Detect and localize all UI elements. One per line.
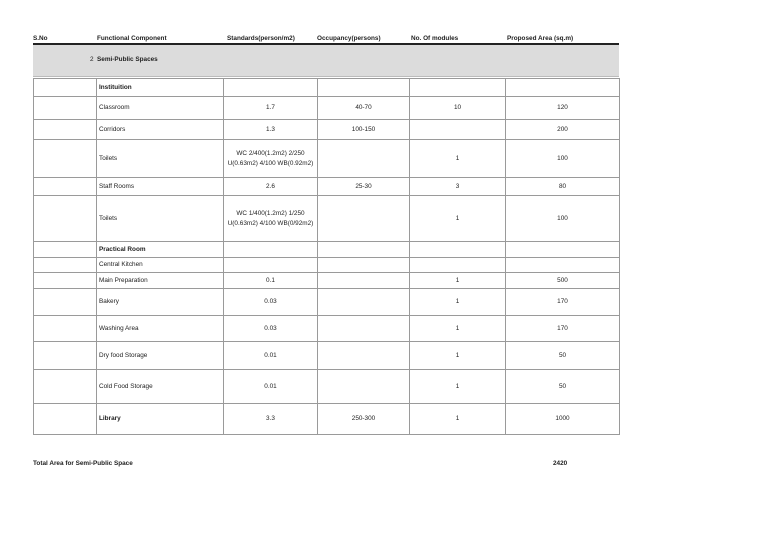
table-row [34,196,620,242]
component-cell: Toilets [97,196,224,242]
component-cell: Practical Room [97,242,224,258]
area-cell: 100 [506,196,620,242]
table-row [34,273,620,289]
modules-cell [410,79,506,97]
occupancy-cell [318,342,410,370]
standards-cell: 1.3 [224,120,318,140]
sno-cell [34,97,97,120]
standards-cell: 0.03 [224,316,318,342]
component-cell: Central Kitchen [97,258,224,273]
sno-cell [34,370,97,404]
area-cell: 50 [506,370,620,404]
standards-cell: 3.3 [224,404,318,435]
standards-cell [224,258,318,273]
table-row [34,404,620,435]
component-cell: Washing Area [97,316,224,342]
occupancy-cell: 40-70 [318,97,410,120]
standards-cell: WC 1/400(1.2m2) 1/250 U(0.63m2) 4/100 WB(0/92m2) [224,196,318,242]
table-row [34,140,620,178]
occupancy-cell [318,273,410,289]
modules-cell: 1 [410,273,506,289]
component-cell: Dry food Storage [97,342,224,370]
occupancy-cell [318,242,410,258]
modules-cell: 1 [410,404,506,435]
occupancy-cell [318,140,410,178]
standards-cell: 0.01 [224,370,318,404]
modules-cell: 1 [410,196,506,242]
modules-cell [410,258,506,273]
total-value: 2420 [553,460,568,467]
sno-cell [34,258,97,273]
standards-cell: 0.01 [224,342,318,370]
table-row [34,242,620,258]
component-cell: Instituition [97,79,224,97]
sno-cell [34,120,97,140]
data-table [33,78,620,435]
modules-cell [410,120,506,140]
modules-cell [410,242,506,258]
component-cell: Classroom [97,97,224,120]
header-component: Functional Component [97,35,167,42]
section-band [33,45,619,77]
area-cell: 170 [506,289,620,316]
modules-cell: 1 [410,289,506,316]
table-row [34,120,620,140]
occupancy-cell: 250-300 [318,404,410,435]
sno-cell [34,342,97,370]
component-cell: Library [97,404,224,435]
component-cell: Staff Rooms [97,178,224,196]
area-cell: 120 [506,97,620,120]
sno-cell [34,140,97,178]
area-cell: 500 [506,273,620,289]
area-cell: 170 [506,316,620,342]
section-label: Semi-Public Spaces [97,56,158,63]
occupancy-cell: 100-150 [318,120,410,140]
standards-cell [224,79,318,97]
area-cell [506,258,620,273]
header-standards: Standards(person/m2) [227,35,295,42]
standards-cell: 2.6 [224,178,318,196]
sno-cell [34,404,97,435]
component-cell: Main Preparation [97,273,224,289]
sno-cell [34,79,97,97]
table-row [34,258,620,273]
section-number: 2 [90,56,94,63]
component-cell: Cold Food Storage [97,370,224,404]
area-cell [506,242,620,258]
modules-cell: 3 [410,178,506,196]
occupancy-cell [318,316,410,342]
modules-cell: 1 [410,342,506,370]
sno-cell [34,196,97,242]
area-cell: 80 [506,178,620,196]
header-sno: S.No [33,35,48,42]
sno-cell [34,242,97,258]
occupancy-cell [318,370,410,404]
component-cell: Bakery [97,289,224,316]
table-row [34,178,620,196]
modules-cell: 10 [410,97,506,120]
area-cell: 100 [506,140,620,178]
sno-cell [34,289,97,316]
sno-cell [34,316,97,342]
occupancy-cell: 25-30 [318,178,410,196]
area-cell: 1000 [506,404,620,435]
header-modules: No. Of modules [411,35,459,42]
standards-cell [224,242,318,258]
occupancy-cell [318,258,410,273]
occupancy-cell [318,289,410,316]
table-row [34,97,620,120]
component-cell: Corridors [97,120,224,140]
table-row [34,342,620,370]
standards-cell: WC 2/400(1.2m2) 2/250 U(0.63m2) 4/100 WB(0.92m2) [224,140,318,178]
sno-cell [34,273,97,289]
sno-cell [34,178,97,196]
standards-cell: 1.7 [224,97,318,120]
standards-cell: 0.03 [224,289,318,316]
total-label: Total Area for Semi-Public Space [33,460,133,467]
modules-cell: 1 [410,370,506,404]
table-row [34,370,620,404]
header-area: Proposed Area (sq.m) [507,35,574,42]
area-cell: 50 [506,342,620,370]
area-cell: 200 [506,120,620,140]
area-cell [506,79,620,97]
table-row [34,316,620,342]
standards-cell: 0.1 [224,273,318,289]
header-occupancy: Occupancy(persons) [317,35,381,42]
modules-cell: 1 [410,140,506,178]
component-cell: Toilets [97,140,224,178]
table-row [34,289,620,316]
occupancy-cell [318,79,410,97]
table-row [34,79,620,97]
occupancy-cell [318,196,410,242]
modules-cell: 1 [410,316,506,342]
